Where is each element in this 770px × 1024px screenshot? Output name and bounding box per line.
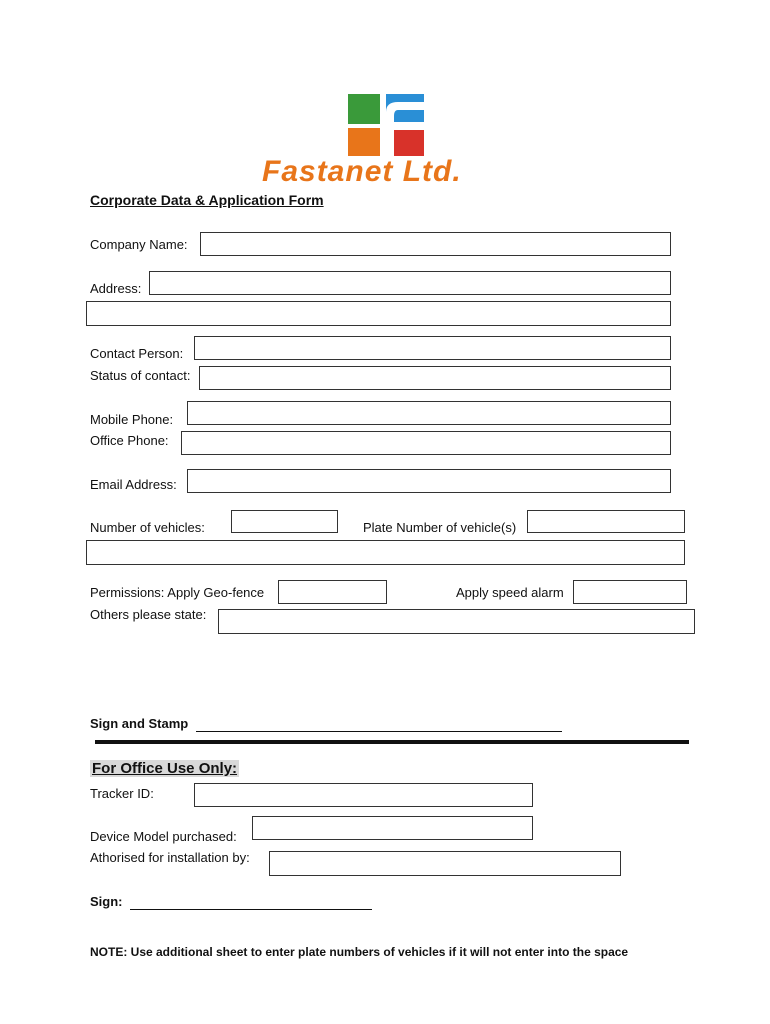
note-text: NOTE: Use additional sheet to enter plate numbers of vehicles if it will not enter into the space [90, 945, 629, 959]
number-of-vehicles-label: Number of vehicles: [90, 520, 205, 535]
address-field-line1[interactable] [149, 271, 671, 295]
authorised-by-label: Athorised for installation by: [90, 850, 250, 865]
mobile-phone-field[interactable] [187, 401, 671, 425]
address-field-line2[interactable] [86, 301, 671, 326]
section-divider [95, 740, 689, 744]
address-label: Address: [90, 281, 142, 296]
email-address-field[interactable] [187, 469, 671, 493]
office-phone-label: Office Phone: [90, 433, 169, 448]
geofence-field[interactable] [278, 580, 387, 604]
company-logo-mark [346, 92, 426, 156]
form-title: Corporate Data & Application Form [90, 192, 324, 208]
company-logo-text: Fastanet Ltd. [262, 155, 462, 188]
office-sign-label: Sign: [90, 894, 123, 909]
mobile-phone-label: Mobile Phone: [90, 412, 174, 427]
status-of-contact-label: Status of contact: [90, 368, 191, 383]
email-address-label: Email Address: [90, 477, 177, 492]
sign-and-stamp-label: Sign and Stamp [90, 716, 189, 731]
plate-number-field-extra[interactable] [86, 540, 685, 565]
others-please-state-field[interactable] [218, 609, 695, 634]
status-of-contact-field[interactable] [199, 366, 671, 390]
company-name-field[interactable] [200, 232, 671, 256]
authorised-by-field[interactable] [269, 851, 621, 876]
permissions-geofence-label: Permissions: Apply Geo-fence [90, 585, 265, 600]
plate-number-field[interactable] [527, 510, 685, 533]
contact-person-field[interactable] [194, 336, 671, 360]
sign-and-stamp [90, 716, 562, 732]
device-model-field[interactable] [252, 816, 533, 840]
company-name-label: Company Name: [90, 237, 188, 252]
office-sign-line[interactable] [130, 909, 372, 910]
contact-person-label: Contact Person: [90, 346, 184, 361]
office-use-title: For Office Use Only: [92, 760, 238, 777]
office-sign [90, 894, 372, 910]
plate-number-label: Plate Number of vehicle(s) [363, 520, 517, 535]
speed-alarm-field[interactable] [573, 580, 687, 604]
office-phone-field[interactable] [181, 431, 671, 455]
tracker-id-label: Tracker ID: [90, 786, 154, 801]
others-please-state-label: Others please state: [90, 607, 207, 622]
device-model-label: Device Model purchased: [90, 829, 237, 844]
speed-alarm-label: Apply speed alarm [456, 585, 564, 600]
number-of-vehicles-field[interactable] [231, 510, 338, 533]
sign-and-stamp-line[interactable] [196, 731, 562, 732]
tracker-id-field[interactable] [194, 783, 533, 807]
